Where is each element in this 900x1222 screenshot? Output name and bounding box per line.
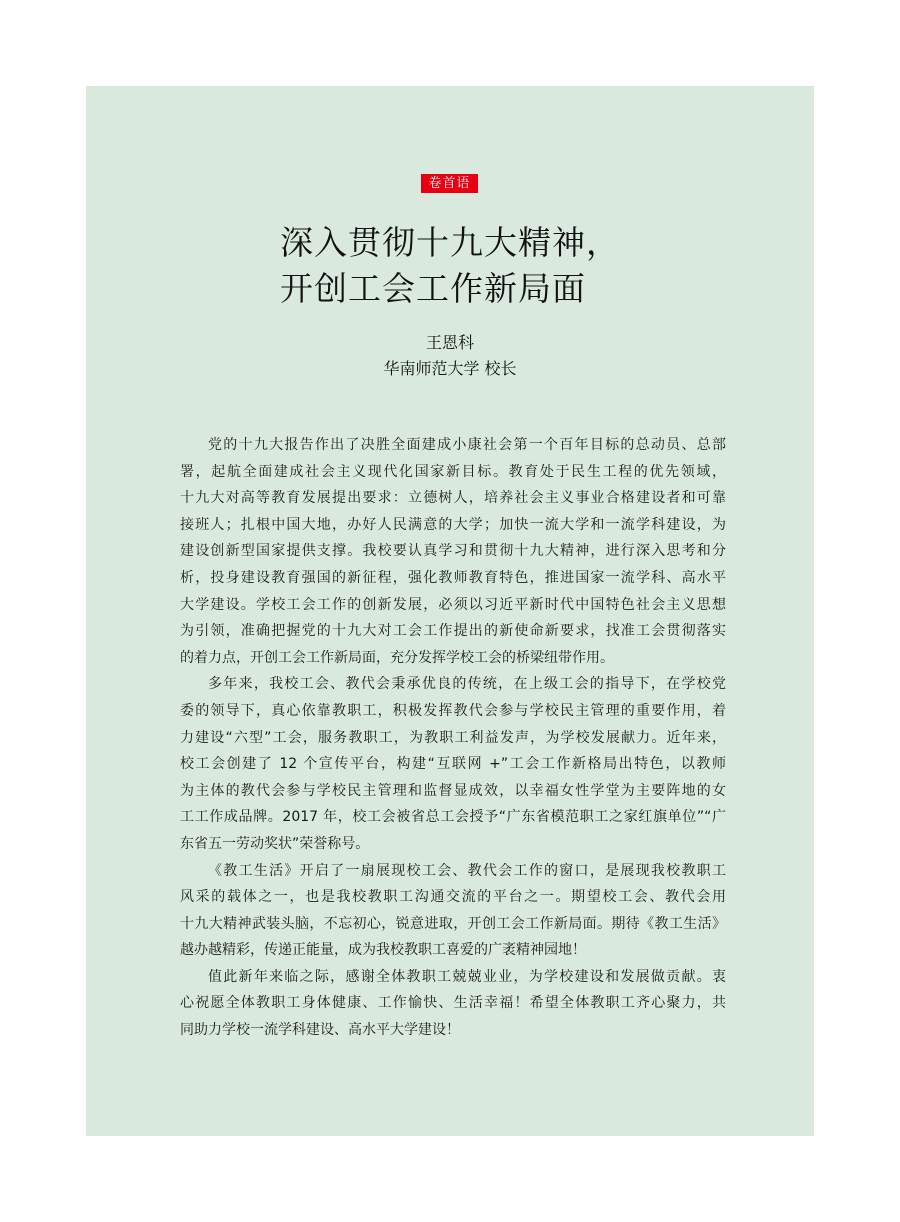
paragraph-line: 大学建设。学校工会工作的创新发展，必须以习近平新时代中国特色社会主义思想	[180, 596, 726, 613]
paragraph-line: 接班人；扎根中国大地，办好人民满意的大学；加快一流大学和一流学科建设，为	[180, 516, 726, 533]
paragraph-line: 党的十九大报告作出了决胜全面建成小康社会第一个百年目标的总动员、总部	[208, 437, 726, 453]
paragraph-line: 为主体的教代会参与学校民主管理和监督显成效，以幸福女性学堂为主要阵地的女	[180, 782, 726, 799]
paragraph-2	[180, 671, 726, 857]
paragraph-line: 建设创新型国家提供支撑。我校要认真学习和贯彻十九大精神，进行深入思考和分	[180, 543, 726, 560]
paragraph-line: 的着力点，开创工会工作新局面，充分发挥学校工会的桥梁纽带作用。	[180, 649, 614, 666]
paragraph-line: 析，投身建设教育强国的新征程，强化教师教育特色，推进国家一流学科、高水平	[180, 569, 726, 586]
paragraph-line: 校工会创建了 12 个宣传平台，构建“互联网 +”工会工作新格局出特色，以教师	[180, 756, 726, 773]
section-tag: 卷首语	[421, 174, 478, 193]
paragraph-1	[180, 432, 726, 671]
paragraph-4	[180, 964, 726, 1044]
paragraph-line: 多年来，我校工会、教代会秉承优良的传统，在上级工会的指导下，在学校党	[208, 676, 726, 693]
article-title	[280, 220, 800, 312]
paragraph-line: 值此新年来临之际，感谢全体教职工兢兢业业，为学校建设和发展做贡献。衷	[208, 968, 726, 985]
author-name: 王恩科	[425, 333, 474, 352]
paragraph-line: 同助力学校一流学科建设、高水平大学建设！	[180, 1022, 460, 1039]
paragraph-line: 《教工生活》开启了一扇展现校工会、教代会工作的窗口，是展现我校教职工	[208, 862, 726, 879]
paragraph-line: 越办越精彩，传递正能量，成为我校教职工喜爱的广袤精神园地！	[180, 942, 586, 959]
paragraph-line: 工工作成品牌。2017 年，校工会被省总工会授予“广东省模范职工之家红旗单位”“广	[180, 809, 726, 826]
paragraph-line: 十九大精神武装头脑，不忘初心，锐意进取，开创工会工作新局面。期待《教工生活》	[180, 915, 726, 932]
paragraph-line: 风采的载体之一，也是我校教职工沟通交流的平台之一。期望校工会、教代会用	[180, 889, 726, 906]
paragraph-line: 力建设“六型”工会，服务教职工，为教职工利益发声，为学校发展献力。近年来，	[180, 729, 726, 746]
paragraph-line: 署，起航全面建成社会主义现代化国家新目标。教育处于民生工程的优先领域，	[180, 463, 726, 480]
paragraph-line: 为引领，准确把握党的十九大对工会工作提出的新使命新要求，找准工会贯彻落实	[180, 623, 726, 640]
title-line-1: 深入贯彻十九大精神，	[280, 223, 620, 262]
paragraph-line: 心祝愿全体教职工身体健康、工作愉快、生活幸福！希望全体教职工齐心聚力，共	[180, 995, 726, 1012]
article-body	[180, 432, 726, 1044]
author-role: 华南师范大学 校长	[383, 359, 517, 378]
paragraph-line: 十九大对高等教育发展提出要求：立德树人，培养社会主义事业合格建设者和可靠	[180, 490, 726, 507]
title-line-2: 开创工会工作新局面	[280, 269, 586, 308]
paragraph-line: 东省五一劳动奖状”荣誉称号。	[180, 835, 370, 852]
paragraph-3	[180, 858, 726, 964]
paragraph-line: 委的领导下，真心依靠教职工，积极发挥教代会参与学校民主管理的重要作用，着	[180, 702, 726, 719]
